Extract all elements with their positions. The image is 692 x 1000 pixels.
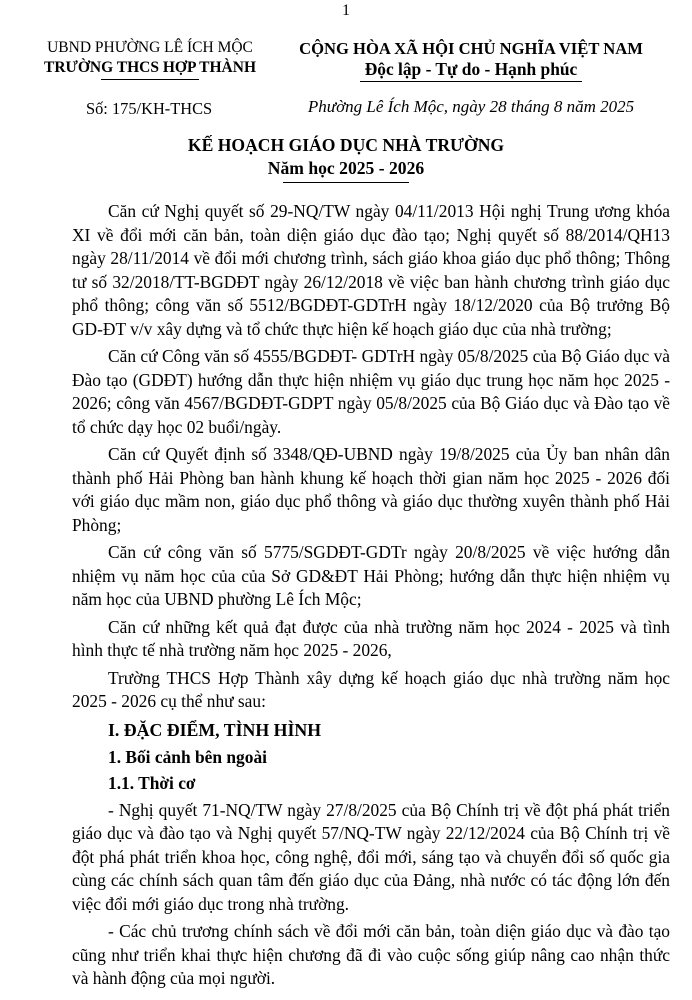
national-header-block: [266, 38, 676, 82]
agency-name: UBND PHƯỜNG LÊ ÍCH MỘC: [47, 39, 253, 56]
subsubsection-heading: 1.1. Thời cơ: [108, 772, 196, 793]
issuing-agency-block: [28, 38, 272, 80]
page-number: 1: [342, 2, 350, 19]
title-underline: [283, 182, 409, 183]
intro-paragraph: Trường THCS Hợp Thành xây dựng kế hoạch giáo dục nhà trường năm học 2025 - 2026 cụ thể như sau:: [72, 667, 670, 711]
legal-basis-paragraph: Căn cứ Công văn số 4555/BGDĐT- GDTrH ngày 05/8/2025 của Bộ Giáo dục và Đào tạo (GDĐT) hướng dẫn thực hiện nhiệm vụ giáo dục trung học năm học 2025 - 2026; công văn 4567/BGDĐT-GDPT ngày 05/8/2025 của Bộ Giáo dục và Đào tạo về tổ chức dạy học 02 buổi/ngày.: [72, 346, 670, 437]
document-title: KẾ HOẠCH GIÁO DỤC NHÀ TRƯỜNG: [187, 135, 505, 155]
document-title-block: [0, 134, 692, 183]
school-name: TRƯỜNG THCS HỢP THÀNH: [43, 59, 256, 76]
motto-underline: [360, 81, 582, 82]
bullet-paragraph: - Nghị quyết 71-NQ/TW ngày 27/8/2025 của Bộ Chính trị về đột phá phát triển giáo dục và đào tạo và Nghị quyết 57/NQ-TW ngày 22/12/2024 của Bộ Chính trị về đột phá phát triển khoa học, công nghệ, đổi mới, sáng tạo và chuyển đổi số quốc gia cùng các chính sách quan tâm đến giáo dục của Đảng, nhà nước có tác động lớn đến việc đổi mới giáo dục trong nhà trường.: [72, 799, 670, 914]
legal-basis-paragraph: Căn cứ Quyết định số 3348/QĐ-UBND ngày 19/8/2025 của Ủy ban nhân dân thành phố Hải Phòng ban hành khung kế hoạch thời gian năm học 2025 - 2026 đối với giáo dục mầm non, giáo dục phổ thông và giáo dục thường xuyên thành phố Hải Phòng;: [72, 444, 670, 535]
country-name: CỘNG HÒA XÃ HỘI CHỦ NGHĨA VIỆT NAM: [299, 39, 643, 58]
legal-basis-paragraph: Căn cứ những kết quả đạt được của nhà trường năm học 2024 - 2025 và tình hình thực tế nhà trường năm học 2025 - 2026,: [72, 616, 670, 660]
document-number: Số: 175/KH-THCS: [86, 99, 213, 118]
legal-basis-paragraph: Căn cứ Nghị quyết số 29-NQ/TW ngày 04/11/2013 Hội nghị Trung ương khóa XI về đổi mới căn bản, toàn diện giáo dục đào tạo; Nghị quyết số 88/2014/QH13 ngày 28/11/2014 về đổi mới chương trình, sách giáo khoa giáo dục phổ thông; Thông tư số 32/2018/TT-BGDĐT ngày 26/12/2018 về việc ban hành chương trình giáo dục phổ thông; công văn số 5512/BGDĐT-GDTrH ngày 18/12/2020 của Bộ trưởng Bộ GD-ĐT v/v xây dựng và tổ chức thực hiện kế hoạch giáo dục của nhà trường;: [72, 201, 670, 339]
section-heading: I. ĐẶC ĐIỂM, TÌNH HÌNH: [108, 719, 322, 740]
subsection-heading: 1. Bối cảnh bên ngoài: [108, 746, 267, 767]
national-motto: Độc lập - Tự do - Hạnh phúc: [364, 59, 578, 79]
document-date: Phường Lê Ích Mộc, ngày 28 tháng 8 năm 2025: [307, 97, 635, 116]
legal-basis-paragraph: Căn cứ công văn số 5775/SGDĐT-GDTr ngày 20/8/2025 về việc hướng dẫn nhiệm vụ năm học của của Sở GD&ĐT Hải Phòng; hướng dẫn thực hiện nhiệm vụ năm học của UBND phường Lê Ích Mộc;: [72, 542, 670, 609]
agency-underline: [101, 79, 199, 80]
document-subtitle: Năm học 2025 - 2026: [267, 158, 425, 178]
document-body: [72, 200, 670, 995]
bullet-paragraph: - Các chủ trương chính sách về đổi mới căn bản, toàn diện giáo dục và đào tạo cũng như triển khai thực hiện chương đã đi vào cuộc sống giúp nâng cao nhận thức và hành động của mọi người.: [72, 921, 670, 988]
